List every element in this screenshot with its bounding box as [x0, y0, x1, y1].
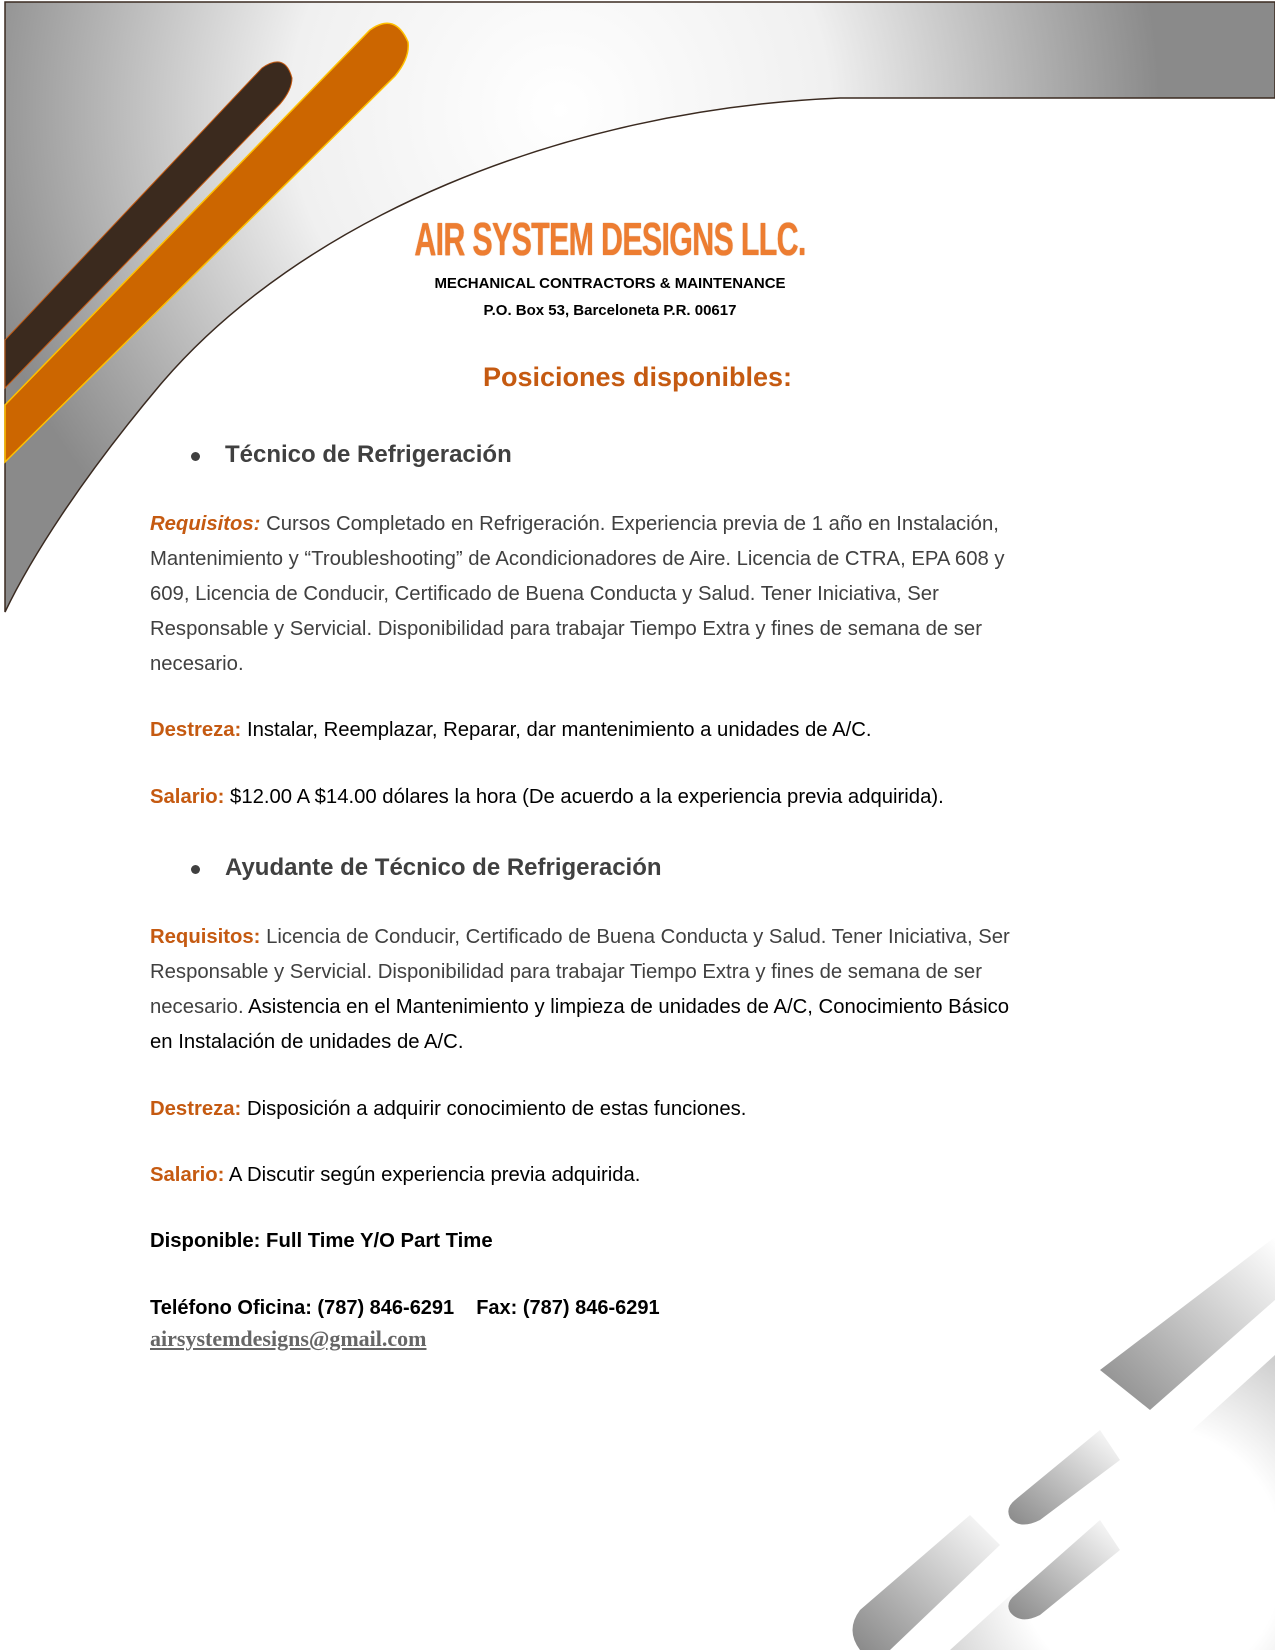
- company-address: P.O. Box 53, Barceloneta P.R. 00617: [483, 302, 737, 319]
- bullet-icon: [191, 865, 200, 874]
- salario-line: [150, 1164, 640, 1187]
- salario-label: Salario:: [150, 1164, 225, 1186]
- availability: Disponible: Full Time Y/O Part Time: [150, 1230, 493, 1252]
- position-title-2: [225, 854, 662, 882]
- fax: Fax: (787) 846-6291: [476, 1297, 660, 1319]
- requisitos-line: Mantenimiento y “Troubleshooting” de Acondicionadores de Aire. Licencia de CTRA, EPA 608 y: [150, 548, 1005, 570]
- phone: Teléfono Oficina: (787) 846-6291: [150, 1297, 455, 1319]
- destreza-label: Destreza:: [150, 719, 242, 741]
- company-name: AIR SYSTEM DESIGNS LLC.: [414, 213, 806, 265]
- text: Instalar, Reemplazar, Reparar, dar mantenimiento a unidades de A/C.: [246, 719, 872, 741]
- destreza-label: Destreza:: [150, 1098, 242, 1120]
- requisitos-line: 609, Licencia de Conducir, Certificado de Buena Conducta y Salud. Tener Iniciativa, Ser: [150, 583, 939, 605]
- text: Cursos Completado en Refrigeración. Experiencia previa de 1 año en Instalación,: [266, 513, 999, 535]
- bullet-icon: [191, 452, 200, 461]
- page-heading: Posiciones disponibles:: [482, 362, 793, 392]
- requisitos-label: Requisitos:: [150, 926, 261, 948]
- requisitos-line: [150, 996, 1009, 1019]
- requisitos-line: Responsable y Servicial. Disponibilidad para trabajar Tiempo Extra y fines de semana de ser: [150, 961, 982, 983]
- position-title-text: Técnico de Refrigeración: [225, 441, 512, 468]
- text: Asistencia en el Mantenimiento y limpieza de unidades de A/C, Conocimiento Básico: [248, 996, 1010, 1018]
- requisitos-label: Requisitos:: [150, 513, 261, 535]
- stripe-br-4: [1008, 1430, 1120, 1525]
- text: A Discutir según experiencia previa adquirida.: [228, 1164, 641, 1186]
- text: Licencia de Conducir, Certificado de Buena Conducta y Salud. Tener Iniciativa, Ser: [266, 926, 1010, 948]
- destreza-line: [150, 1098, 746, 1121]
- text: Disposición a adquirir conocimiento de estas funciones.: [246, 1098, 747, 1120]
- requisitos-line: [150, 926, 1010, 949]
- salario-label: Salario:: [150, 786, 225, 808]
- position-title-text: Ayudante de Técnico de Refrigeración: [225, 854, 662, 881]
- requisitos-line: necesario.: [150, 653, 244, 675]
- requisitos-line: [150, 513, 999, 536]
- destreza-line: [150, 719, 872, 742]
- requisitos-line: en Instalación de unidades de A/C.: [150, 1031, 464, 1053]
- position-title-1: [225, 441, 512, 469]
- contact-line: [150, 1297, 660, 1320]
- text: $12.00 A $14.00 dólares la hora (De acuerdo a la experiencia previa adquirida).: [230, 786, 944, 808]
- company-tagline: MECHANICAL CONTRACTORS & MAINTENANCE: [434, 275, 786, 292]
- requisitos-line: Responsable y Servicial. Disponibilidad para trabajar Tiempo Extra y fines de semana de ser: [150, 618, 982, 640]
- email-link[interactable]: airsystemdesigns@gmail.com: [150, 1326, 427, 1351]
- salario-line: [150, 786, 944, 809]
- text: necesario.: [150, 996, 244, 1018]
